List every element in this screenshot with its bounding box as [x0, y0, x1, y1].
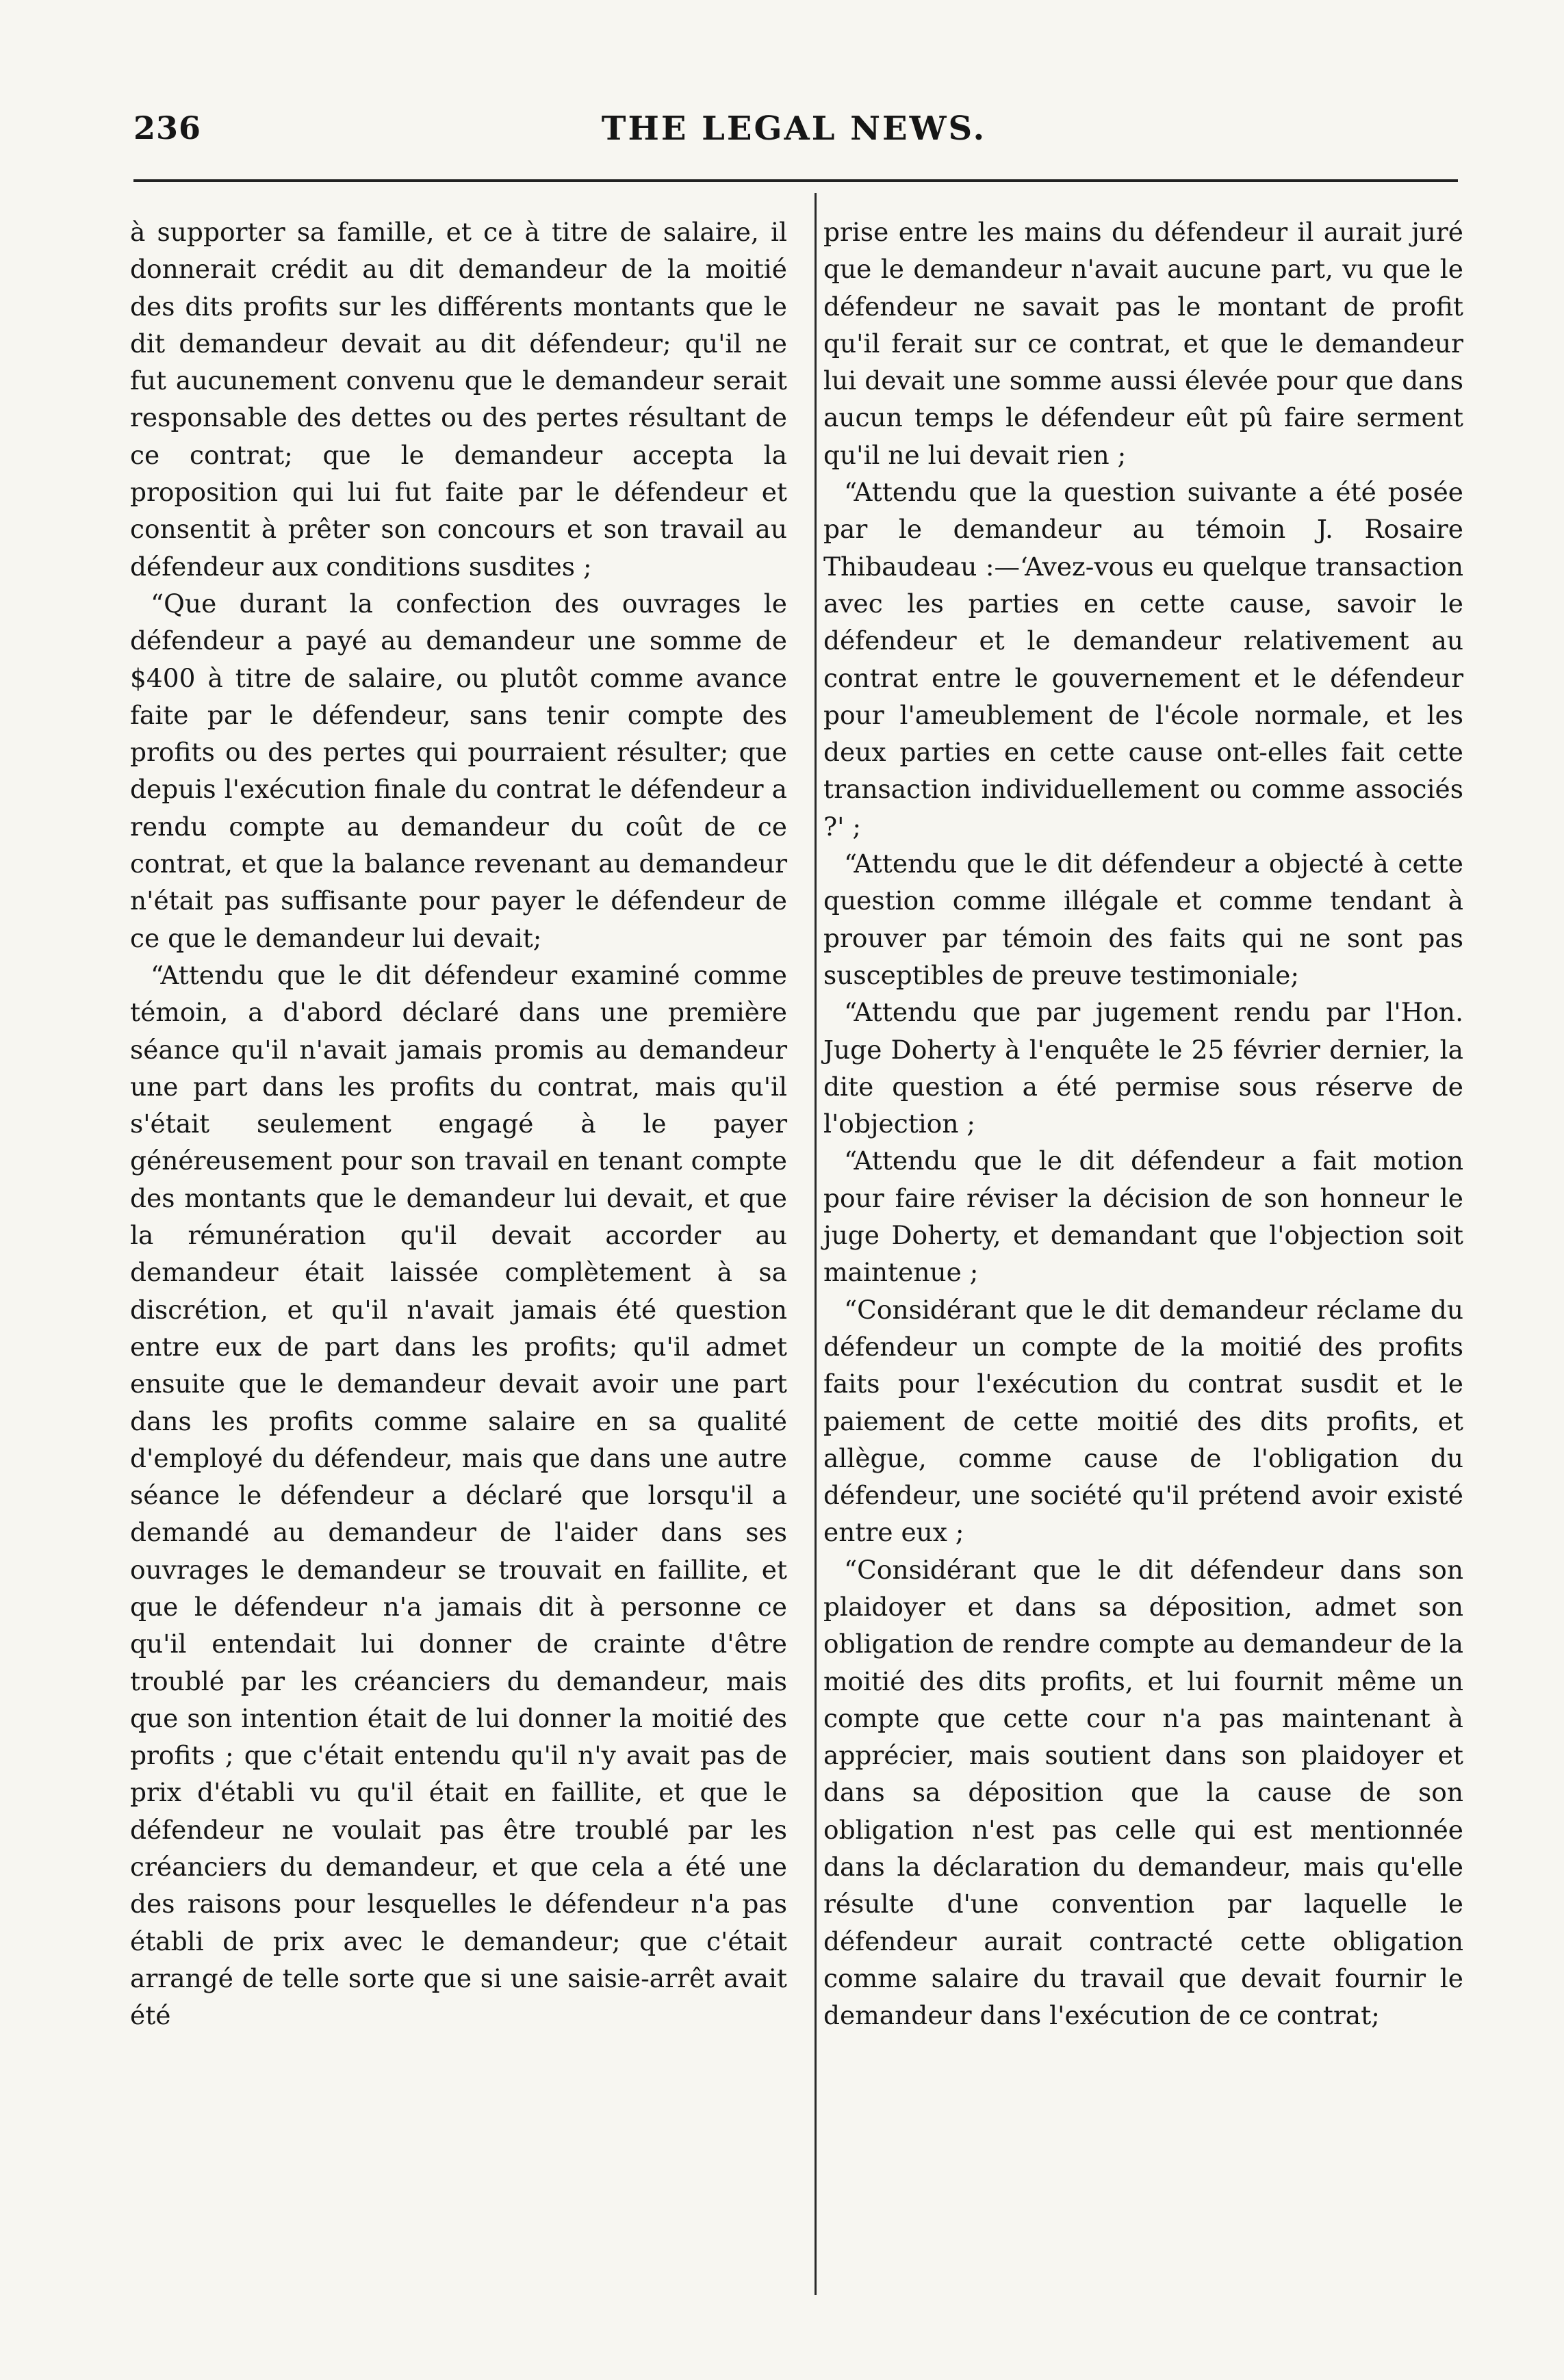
- column-divider: [815, 193, 817, 2295]
- left-column: [130, 214, 787, 2034]
- header-rule: [133, 179, 1458, 182]
- right-column: [823, 214, 1463, 2034]
- paragraph: “Attendu que le dit défendeur examiné comme témoin, a d'abord déclaré dans une première séance qu'il n'avait jamais promis au demandeur une part dans les profits du contrat, mais qu'il s'était seulement engagé à le payer généreusement pour son travail en tenant compte des montants que le demandeur lui devait, et que la rémunération qu'il devait accorder au demandeur était laissée complètement à sa discrétion, et qu'il n'avait jamais été question entre eux de part dans les profits; qu'il admet ensuite que le demandeur devait avoir une part dans les profits comme salaire en sa qualité d'employé du défendeur, mais que dans une autre séance le défendeur a déclaré que lorsqu'il a demandé au demandeur de l'aider dans ses ouvrages le demandeur se trouvait en faillite, et que le défendeur n'a jamais dit à personne ce qu'il entendait lui donner de crainte d'être troublé par les créanciers du demandeur, mais que son intention était de lui donner la moitié des profits ; que c'était entendu qu'il n'y avait pas de prix d'établi vu qu'il était en faillite, et que le défendeur ne voulait pas être troublé par les créanciers du demandeur, et que cela a été une des raisons pour lesquelles le défendeur n'a pas établi de prix avec le demandeur; que c'était arrangé de telle sorte que si une saisie-arrêt avait été: [130, 959, 787, 2031]
- paragraph: “Attendu que le dit défendeur a objecté à cette question comme illégale et comme tendant à prouver par témoin des faits qui ne sont pas susceptibles de preuve testimoniale;: [823, 849, 1463, 990]
- page-number: 236: [133, 109, 202, 146]
- paragraph: à supporter sa famille, et ce à titre de salaire, il donnerait crédit au dit demandeur de la moitié des dits profits sur les différents montants que le dit demandeur devait au dit défendeur; qu'il ne fut aucunement convenu que le demandeur serait responsable des dettes ou des pertes résultant de ce contrat; que le demandeur accepta la proposition qui lui fut faite par le défendeur et consentit à prêter son concours et son travail au défendeur aux conditions susdites ;: [130, 217, 787, 582]
- paragraph: “Que durant la confection des ouvrages le défendeur a payé au demandeur une somme de $400 à titre de salaire, ou plutôt comme avance faite par le défendeur, sans tenir compte des profits ou des pertes qui pourraient résulter; que depuis l'exécution finale du contrat le défendeur a rendu compte au demandeur du coût de ce contrat, et que la balance revenant au demandeur n'était pas suffisante pour payer le défendeur de ce que le demandeur lui devait;: [130, 588, 787, 953]
- running-title: THE LEGAL NEWS.: [601, 109, 987, 148]
- paragraph: “Considérant que le dit défendeur dans son plaidoyer et dans sa déposition, admet son obligation de rendre compte au demandeur de la moitié des dits profits, et lui fournit même un compte que cette cour n'a pas maintenant à apprécier, mais soutient dans son plaidoyer et dans sa déposition que la cause de son obligation n'est pas celle qui est mentionnée dans la déclaration du demandeur, mais qu'elle résulte d'une convention par laquelle le défendeur aurait contracté cette obligation comme salaire du travail que devait fournir le demandeur dans l'exécution de ce contrat;: [823, 1554, 1463, 2031]
- paragraph: “Attendu que par jugement rendu par l'Hon. Juge Doherty à l'enquête le 25 février dernier, la dite question a été permise sous réserve de l'objection ;: [823, 997, 1463, 1139]
- paragraph: prise entre les mains du défendeur il aurait juré que le demandeur n'avait aucune part, vu que le défendeur ne savait pas le montant de profit qu'il ferait sur ce contrat, et que le demandeur lui devait une somme aussi élevée pour que dans aucun temps le défendeur eût pû faire serment qu'il ne lui devait rien ;: [823, 217, 1463, 470]
- paragraph: “Considérant que le dit demandeur réclame du défendeur un compte de la moitié des profits faits pour l'exécution du contrat susdit et le paiement de cette moitié des dits profits, et allègue, comme cause de l'obligation du défendeur, une société qu'il prétend avoir existé entre eux ;: [823, 1294, 1463, 1548]
- paragraph: “Attendu que le dit défendeur a fait motion pour faire réviser la décision de son honneur le juge Doherty, et demandant que l'objection soit maintenue ;: [823, 1146, 1463, 1288]
- paragraph: “Attendu que la question suivante a été posée par le demandeur au témoin J. Rosaire Thibaudeau :—‘Avez-vous eu quelque transaction avec les parties en cette cause, savoir le défendeur et le demandeur relativement au contrat entre le gouvernement et le défendeur pour l'ameublement de l'école normale, et les deux parties en cette cause ont-elles fait cette transaction individuellement ou comme associés ?' ;: [823, 477, 1463, 842]
- page-header: [133, 109, 1454, 164]
